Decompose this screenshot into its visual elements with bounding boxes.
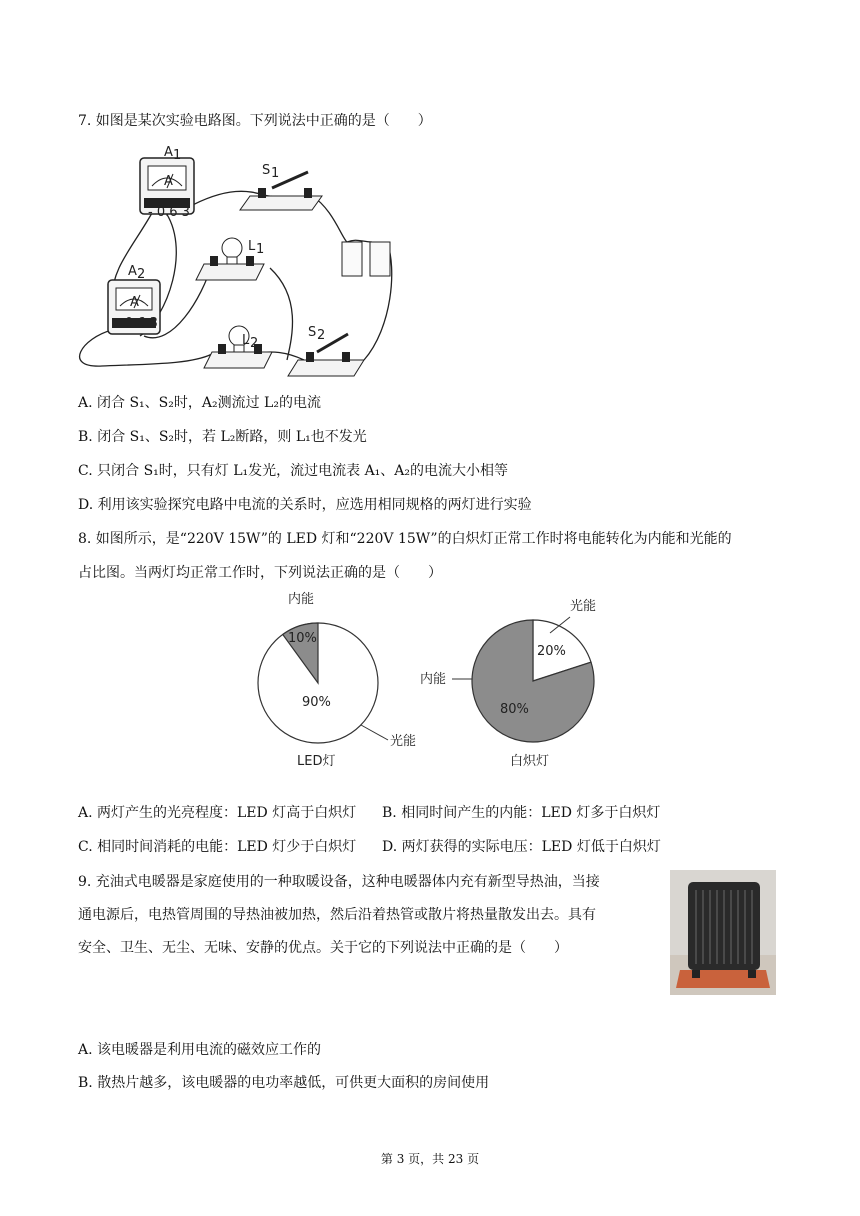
page-footer: 第 3 页，共 23 页 (380, 1152, 480, 1166)
switch-s1 (240, 163, 322, 210)
s2-label-sub: 2 (317, 328, 326, 343)
q9-stem-line1: 9. 充油式电暖器是家庭使用的一种取暖设备，这种电暖器体内充有新型导热油，当接 (78, 874, 600, 890)
q7-circuit-diagram (72, 138, 412, 388)
a2-label-sub: 2 (137, 267, 146, 282)
l2-label-sub: 2 (250, 336, 259, 351)
batteries (342, 242, 390, 276)
l2-label: L (242, 333, 250, 348)
pie-chart-incandescent (472, 620, 594, 742)
a2-meter-letter: A (130, 295, 139, 310)
ammeter-a1 (140, 145, 194, 220)
l1-label: L (248, 239, 256, 254)
inc-light-pct: 20% (537, 644, 566, 659)
s1-label-sub: 1 (271, 166, 280, 181)
led-light-pct: 90% (302, 695, 331, 710)
bulb-l2 (204, 326, 272, 368)
switch-s2 (288, 325, 364, 376)
a2-scale: - 0.6 3 (116, 316, 158, 331)
a1-meter-letter: A (164, 174, 173, 189)
q7-option-d: D. 利用该实验探究电路中电流的关系时，应选用相同规格的两灯进行实验 (78, 497, 532, 513)
q8-pie-charts (240, 585, 620, 780)
q7-stem: 7. 如图是某次实验电路图。下列说法中正确的是（ ） (78, 113, 432, 129)
inc-light-energy-label: 光能 (570, 599, 597, 614)
led-internal-energy-label: 内能 (288, 592, 315, 607)
q9-stem-line3: 安全、卫生、无尘、无味、安静的优点。关于它的下列说法中正确的是（ ） (78, 940, 568, 956)
led-light-energy-label: 光能 (390, 734, 417, 749)
q9-stem-line2: 通电源后，电热管周围的导热油被加热，然后沿着热管或散片将热量散发出去。具有 (78, 907, 596, 923)
q7-option-b: B. 闭合 S₁、S₂时，若 L₂断路，则 L₁也不发光 (78, 429, 367, 445)
inc-chart-title: 白炽灯 (510, 754, 550, 769)
q7-option-c: C. 只闭合 S₁时，只有灯 L₁发光，流过电流表 A₁、A₂的电流大小相等 (78, 463, 509, 479)
s1-label: S (262, 163, 271, 178)
bulb-l1 (196, 238, 264, 280)
q8-option-d: D. 两灯获得的实际电压：LED 灯低于白炽灯 (382, 839, 661, 855)
oil-heater-photo (670, 870, 776, 995)
q8-option-a: A. 两灯产生的光亮程度：LED 灯高于白炽灯 (78, 805, 357, 821)
pie-chart-led (258, 623, 378, 743)
inc-internal-pct: 80% (500, 702, 529, 717)
inc-internal-energy-label: 内能 (420, 672, 447, 687)
q8-stem-line1: 8. 如图所示，是“220V 15W”的 LED 灯和“220V 15W”的白炽灯正常工作时将电能转化为内能和光能的 (78, 531, 732, 547)
led-light-leader (361, 725, 388, 740)
led-chart-title: LED灯 (297, 754, 336, 769)
a1-label-sub: 1 (173, 148, 182, 163)
q9-option-a: A. 该电暖器是利用电流的磁效应工作的 (78, 1042, 322, 1058)
s2-label: S (308, 325, 317, 340)
a1-scale: - 0.6 3 (148, 205, 190, 220)
q8-option-b: B. 相同时间产生的内能：LED 灯多于白炽灯 (382, 805, 661, 821)
a2-label: A (128, 264, 137, 279)
led-internal-pct: 10% (288, 631, 317, 646)
l1-label-sub: 1 (256, 242, 265, 257)
a1-label: A (164, 145, 173, 160)
q8-stem-line2: 占比图。当两灯均正常工作时，下列说法正确的是（ ） (78, 565, 442, 581)
q7-option-a: A. 闭合 S₁、S₂时，A₂测流过 L₂的电流 (78, 395, 321, 411)
q9-option-b: B. 散热片越多，该电暖器的电功率越低，可供更大面积的房间使用 (78, 1075, 490, 1091)
q8-option-c: C. 相同时间消耗的电能：LED 灯少于白炽灯 (78, 839, 357, 855)
